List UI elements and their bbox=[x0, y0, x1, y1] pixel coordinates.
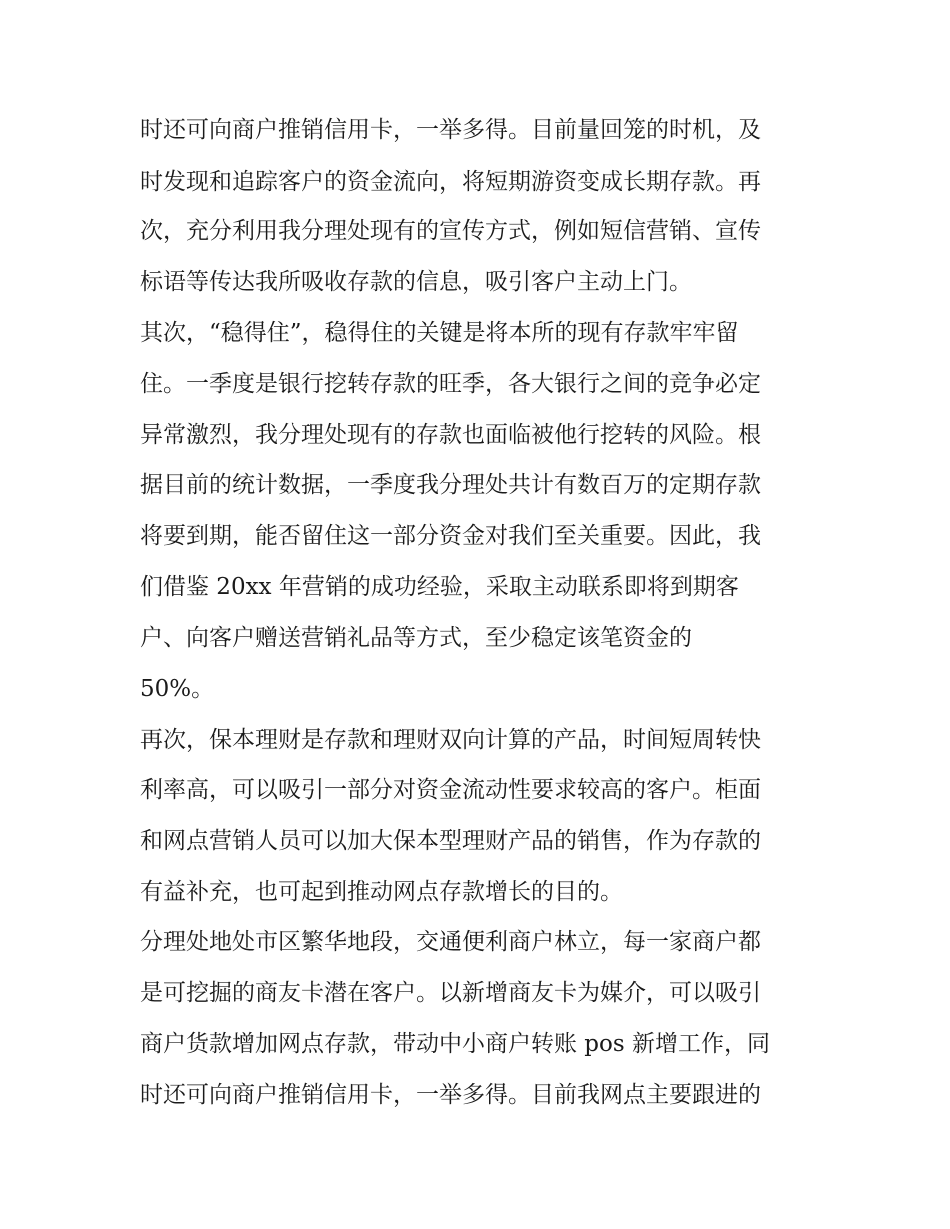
text-line: 次，充分利用我分理处现有的宣传方式，例如短信营销、宣传 bbox=[140, 218, 761, 244]
text-line: 其次，“稳得住”，稳得住的关键是将本所的现有存款牢牢留 bbox=[140, 320, 739, 346]
text-line: 再次，保本理财是存款和理财双向计算的产品，时间短周转快 bbox=[140, 727, 761, 753]
text-line: 据目前的统计数据，一季度我分理处共计有数百万的定期存款 bbox=[140, 472, 761, 498]
text-line: 商户货款增加网点存款，带动中小商户转账 pos 新增工作，同 bbox=[140, 1031, 770, 1057]
text-line: 时发现和追踪客户的资金流向，将短期游资变成长期存款。再 bbox=[140, 169, 761, 195]
text-line: 时还可向商户推销信用卡，一举多得。目前我网点主要跟进的 bbox=[140, 1082, 761, 1108]
text-line: 异常激烈，我分理处现有的存款也面临被他行挖转的风险。根 bbox=[140, 422, 761, 448]
text-line: 是可挖掘的商友卡潜在客户。以新增商友卡为媒介，可以吸引 bbox=[140, 980, 761, 1006]
text-line: 户、向客户赠送营销礼品等方式，至少稳定该笔资金的 bbox=[140, 625, 692, 651]
text-line: 有益补充，也可起到推动网点存款增长的目的。 bbox=[140, 879, 623, 905]
text-line: 和网点营销人员可以加大保本型理财产品的销售，作为存款的 bbox=[140, 828, 761, 854]
text-line: 时还可向商户推销信用卡，一举多得。目前量回笼的时机，及 bbox=[140, 117, 761, 143]
text-line: 50%。 bbox=[140, 676, 215, 702]
text-line: 们借鉴 20xx 年营销的成功经验，采取主动联系即将到期客 bbox=[140, 574, 739, 600]
text-line: 利率高，可以吸引一部分对资金流动性要求较高的客户。柜面 bbox=[140, 777, 761, 803]
text-line: 分理处地处市区繁华地段，交通便利商户林立，每一家商户都 bbox=[140, 929, 761, 955]
text-line: 将要到期，能否留住这一部分资金对我们至关重要。因此，我 bbox=[140, 523, 761, 549]
text-line: 住。一季度是银行挖转存款的旺季，各大银行之间的竞争必定 bbox=[140, 371, 761, 397]
text-line: 标语等传达我所吸收存款的信息，吸引客户主动上门。 bbox=[140, 269, 692, 295]
